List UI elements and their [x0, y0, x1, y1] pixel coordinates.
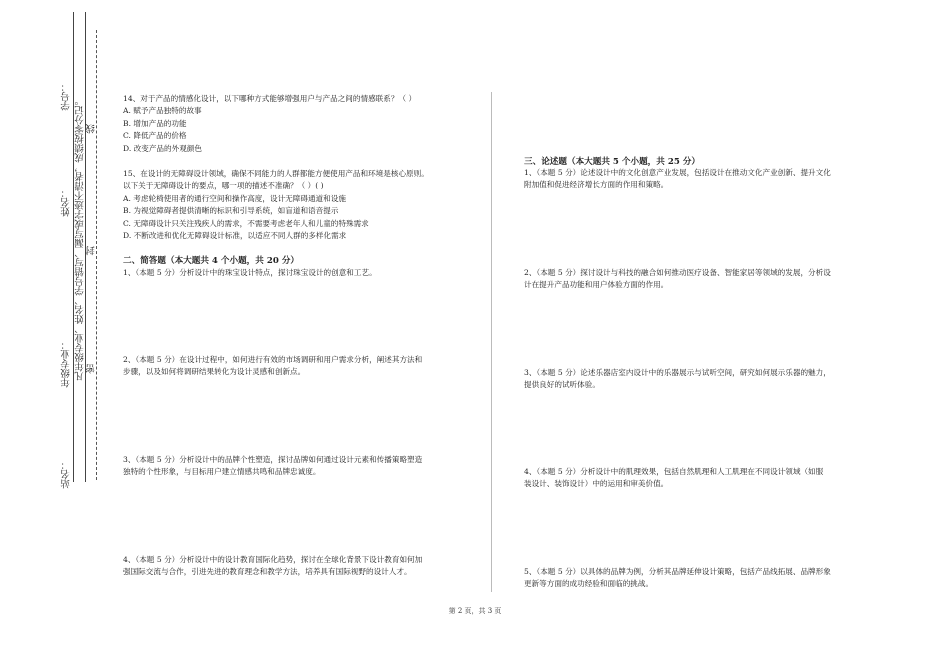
short-answer-3-line1: 3、（本题 5 分）分析设计中的品牌个性塑造，探讨品牌如何通过设计元素和传播策略塑造: [123, 455, 423, 464]
question-14: [123, 93, 483, 155]
question-14-option-a: A. 赋予产品独特的故事: [123, 106, 202, 116]
short-answer-1-line1: 1、（本题 5 分）分析设计中的珠宝设计特点，探讨珠宝设计的创意和工艺。: [123, 268, 377, 277]
seal-mark-mi: 密: [86, 364, 97, 374]
short-answer-2-line1: 2、（本题 5 分）在设计过程中，如何进行有效的市场调研和用户需求分析，阐述其方法和: [123, 355, 423, 364]
essay-1: [524, 167, 894, 192]
essay-3-line1: 3、（本题 5 分）论述乐器店室内设计中的乐器展示与试听空间，研究如何展示乐器的魅力，: [524, 368, 831, 377]
label-student-id: 学号：: [61, 82, 72, 111]
question-15-option-a: A. 考虑轮椅使用者的通行空间和操作高度，设计无障碍通道和设施: [123, 193, 346, 203]
left-column: [123, 93, 483, 242]
short-answer-2: [123, 354, 483, 379]
column-divider: [491, 92, 492, 592]
essay-3-line2: 提供良好的试听体验。: [524, 380, 600, 390]
question-14-stem: 14、对于产品的情感化设计，以下哪种方式能够增强用户与产品之间的情感联系？（ ）: [123, 94, 417, 103]
short-answer-2-line2: 步骤，以及如何将调研结果转化为设计灵感和创新点。: [123, 367, 306, 377]
seal-mark-xian: 线: [86, 124, 97, 134]
label-station: 站名：: [61, 460, 72, 489]
question-15-stem-line1: 15、在设计的无障碍设计领域，确保不同能力的人群都能方便使用产品和环境是核心原则。: [123, 169, 429, 179]
essay-3: [524, 367, 894, 392]
label-grade-major: 年级专业：: [61, 340, 72, 388]
essay-2-line2: 计在提升产品功能和用户体验方面的作用。: [524, 280, 669, 290]
seal-notice: 凡年级专业、姓名、学号错写、漏写或字迹不清者，成绩按零分记。: [75, 96, 86, 381]
question-14-option-d: D. 改变产品的外观颜色: [123, 143, 202, 153]
essay-4: [524, 466, 894, 491]
essay-5-line2: 更新等方面的成功经验和面临的挑战。: [524, 579, 654, 589]
seal-mark-feng: 封: [86, 246, 97, 256]
essay-2-line1: 2、（本题 5 分）探讨设计与科技的融合如何推动医疗设备、智能家居等领域的发展，分析设: [524, 268, 831, 277]
short-answer-4-line2: 强国际交流与合作，引进先进的教育理念和教学方法，培养具有国际视野的设计人才。: [123, 567, 412, 577]
question-14-option-b: B. 增加产品的功能: [123, 118, 187, 128]
question-15-option-d: D. 不断改进和优化无障碍设计标准，以适应不同人群的多样化需求: [123, 231, 347, 241]
short-answer-4: [123, 554, 483, 579]
essay-4-line2: 装设计、装饰设计）中的运用和审美价值。: [524, 479, 669, 489]
short-answer-1: [123, 267, 483, 279]
essay-2: [524, 267, 894, 292]
question-15-option-c: C. 无障碍设计只关注残疾人的需求，不需要考虑老年人和儿童的特殊需求: [123, 218, 369, 228]
short-answer-3: [123, 454, 483, 479]
essay-1-line1: 1、（本题 5 分）论述设计中的文化创意产业发展，包括设计在推动文化产业创新、提升文化: [524, 168, 831, 177]
short-answer-4-line1: 4、（本题 5 分）分析设计中的设计教育国际化趋势，探讨在全球化背景下设计教育如何加: [123, 555, 423, 564]
label-name: 姓名：: [61, 188, 72, 217]
question-14-option-c: C. 降低产品的价格: [123, 131, 187, 141]
essay-4-line1: 4、（本题 5 分）分析设计中的肌理效果，包括自然肌理和人工肌理在不同设计领域（如服: [524, 467, 824, 476]
question-15: [123, 168, 483, 242]
essay-1-line2: 附加值和促进经济增长方面的作用和策略。: [524, 180, 669, 190]
essay-5-line1: 5、（本题 5 分）以具体的品牌为例，分析其品牌延伸设计策略，包括产品线拓展、品牌形象: [524, 567, 831, 576]
section-3-title: 三、论述题（本大题共 5 个小题，共 25 分）: [524, 157, 701, 167]
short-answer-3-line2: 独特的个性形象，与目标用户建立情感共鸣和品牌忠诚度。: [123, 467, 321, 477]
question-15-option-b: B. 为视觉障碍者提供清晰的标识和引导系统，如盲道和语音提示: [123, 206, 339, 216]
question-15-stem-line2: 以下关于无障碍设计的要点，哪一项的描述不准确？（ ）( ): [123, 181, 324, 191]
section-2-title: 二、简答题（本大题共 4 个小题，共 20 分）: [123, 256, 300, 266]
essay-5: [524, 566, 894, 591]
page-footer: 第 2 页，共 3 页: [448, 607, 502, 615]
